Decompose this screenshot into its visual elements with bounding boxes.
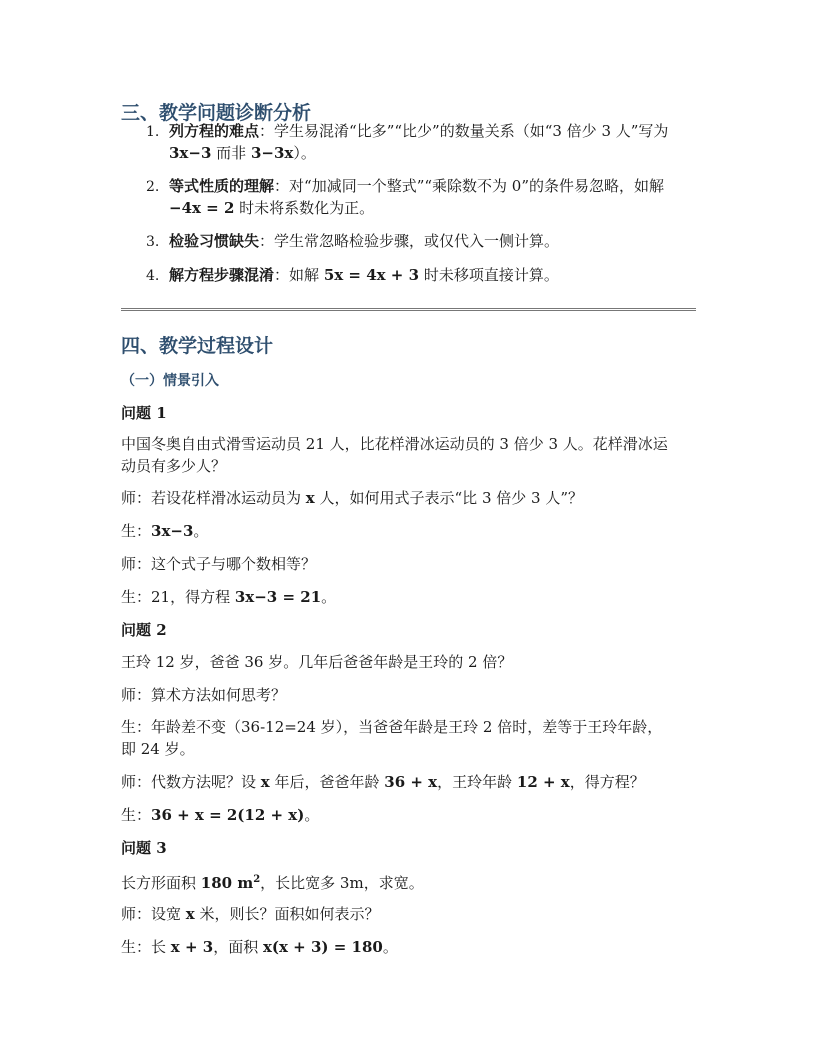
item-label: 检验习惯缺失 xyxy=(169,232,260,250)
list-item-text-cont: −4x = 2 时未将系数化为正。 xyxy=(169,199,375,217)
section-divider xyxy=(121,308,696,311)
question1-title: 问题 1 xyxy=(121,404,167,422)
teacher-line: 师：算术方法如何思考？ xyxy=(121,686,287,704)
question1-stem: 中国冬奥自由式滑雪运动员 21 人，比花样滑冰运动员的 3 倍少 3 人。花样滑冰运 xyxy=(121,435,668,453)
item-label: 列方程的难点 xyxy=(169,122,260,140)
section3-heading: 三、教学问题诊断分析 xyxy=(121,102,312,124)
list-item-text: 解方程步骤混淆：如解 5x = 4x + 3 时未移项直接计算。 xyxy=(169,266,559,284)
list-item-text: 列方程的难点：学生易混淆“比多”“比少”的数量关系（如“3 倍少 3 人”写为 xyxy=(169,122,669,140)
student-line: 生：3x−3。 xyxy=(121,522,209,540)
list-item-text-cont: 3x−3 而非 3−3x）。 xyxy=(169,144,316,162)
list-item-text: 检验习惯缺失：学生常忽略检验步骤，或仅代入一侧计算。 xyxy=(169,232,560,250)
question2-title: 问题 2 xyxy=(121,621,167,639)
student-line: 生：36 + x = 2(12 + x)。 xyxy=(121,806,320,824)
section4-heading: 四、教学过程设计 xyxy=(121,335,274,357)
item-label: 解方程步骤混淆 xyxy=(169,266,275,284)
student-line: 生：长 x + 3，面积 x(x + 3) = 180。 xyxy=(121,938,398,956)
list-item-text: 等式性质的理解：对“加减同一个整式”“乘除数不为 0”的条件易忽略，如解 xyxy=(169,177,665,195)
teacher-line: 师：这个式子与哪个数相等？ xyxy=(121,555,317,573)
question3-title: 问题 3 xyxy=(121,839,167,857)
list-item: 1. xyxy=(146,124,160,140)
teacher-line: 师：代数方法呢？设 x 年后，爸爸年龄 36 + x，王玲年龄 12 + x，得方程？ xyxy=(121,773,645,791)
student-line-cont: 即 24 岁。 xyxy=(121,740,195,758)
student-line: 生：21，得方程 3x−3 = 21。 xyxy=(121,588,337,606)
item-label: 等式性质的理解 xyxy=(169,177,275,195)
list-item: 3. xyxy=(146,234,160,250)
list-item: 4. xyxy=(146,268,160,284)
subsection-heading: （一）情景引入 xyxy=(121,373,219,389)
question3-stem: 长方形面积 180 $m^2$，长比宽多 3m，求宽。 xyxy=(121,874,424,892)
list-item: 2. xyxy=(146,179,160,195)
question1-stem-cont: 动员有多少人？ xyxy=(121,457,227,475)
question2-stem: 王玲 12 岁，爸爸 36 岁。几年后爸爸年龄是王玲的 2 倍？ xyxy=(121,653,513,671)
student-line: 生：年龄差不变（36-12=24 岁），当爸爸年龄是王玲 2 倍时，差等于王玲年龄， xyxy=(121,718,663,736)
teacher-line: 师：若设花样滑冰运动员为 x 人，如何用式子表示“比 3 倍少 3 人”？ xyxy=(121,489,584,507)
teacher-line: 师：设宽 x 米，则长？面积如何表示？ xyxy=(121,905,380,923)
